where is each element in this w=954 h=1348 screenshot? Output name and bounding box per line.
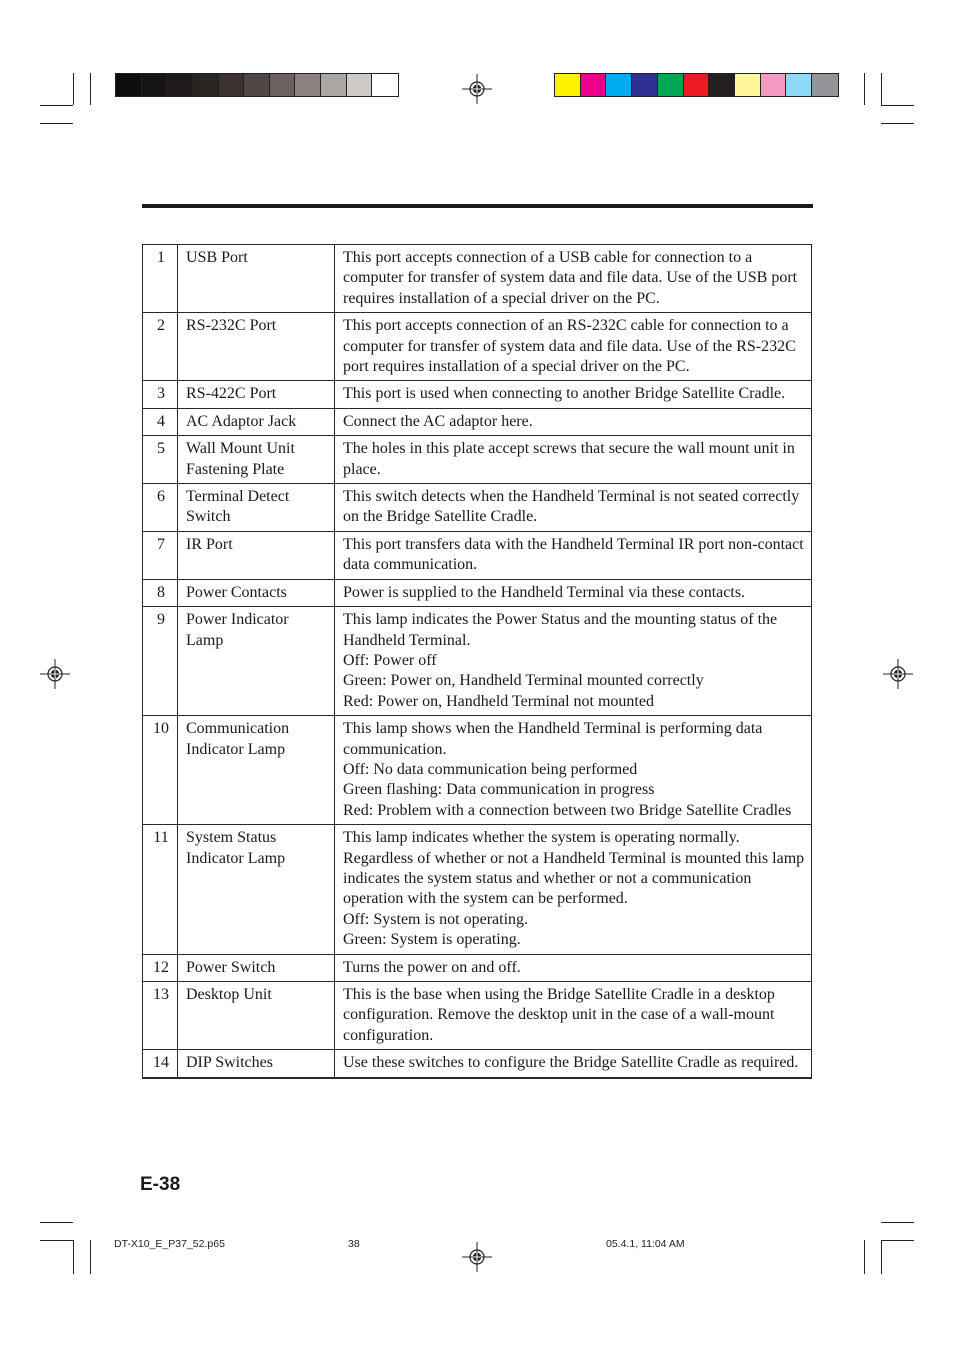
item-number: 11 <box>143 825 178 954</box>
gray-swatch <box>372 74 398 96</box>
item-name <box>178 245 335 313</box>
item-name-line: Terminal Detect <box>186 488 290 506</box>
item-number: 7 <box>143 531 178 579</box>
component-table <box>142 244 812 1079</box>
item-description-line: This port accepts connection of a USB cable for connection to a computer for transfer of system data and file data. Use of the USB port requires installation of a special driver on the PC. <box>343 249 798 307</box>
item-description-line: This lamp indicates the Power Status and the mounting status of the Handheld Terminal. <box>343 611 778 649</box>
gray-swatch <box>295 74 321 96</box>
color-swatch <box>581 74 607 96</box>
item-number: 10 <box>143 716 178 825</box>
color-swatch <box>812 74 838 96</box>
color-swatch <box>735 74 761 96</box>
color-swatch <box>786 74 812 96</box>
item-description <box>335 436 812 484</box>
item-name <box>178 436 335 484</box>
item-number: 14 <box>143 1050 178 1078</box>
item-name-line: Desktop Unit <box>186 986 272 1003</box>
table-row <box>143 579 812 606</box>
item-name-line: IR Port <box>186 535 233 553</box>
item-name <box>178 716 335 825</box>
item-number: 1 <box>143 245 178 313</box>
item-description-line: This port is used when connecting to another Bridge Satellite Cradle. <box>343 385 786 403</box>
item-name <box>178 484 335 532</box>
page-number: E-38 <box>140 1174 181 1195</box>
gray-swatch <box>116 74 142 96</box>
gray-swatch <box>193 74 219 96</box>
item-name-line: Power Indicator <box>186 611 289 629</box>
item-name <box>178 531 335 579</box>
item-number: 9 <box>143 607 178 716</box>
item-name-line: USB Port <box>186 249 248 266</box>
item-number: 5 <box>143 436 178 484</box>
item-description-line: Power is supplied to the Handheld Terminal via these contacts. <box>343 583 746 601</box>
item-name-line: System Status <box>186 829 277 847</box>
item-description-line: Off: Power off <box>343 651 437 669</box>
item-description-line: This switch detects when the Handheld Terminal is not seated correctly on the Bridge Satellite Cradle. <box>343 488 800 526</box>
table-row <box>143 381 812 408</box>
item-description-line: Use these switches to configure the Bridge Satellite Cradle as required. <box>343 1054 799 1072</box>
registration-mark-icon <box>883 659 913 689</box>
gray-swatch <box>321 74 347 96</box>
item-description-line: Connect the AC adaptor here. <box>343 412 533 430</box>
item-name-line: AC Adaptor Jack <box>186 412 297 430</box>
item-name-line: Communication <box>186 720 290 738</box>
table-row <box>143 825 812 954</box>
item-number: 4 <box>143 408 178 435</box>
table-row <box>143 982 812 1050</box>
item-name <box>178 607 335 716</box>
table-row <box>143 484 812 532</box>
item-description <box>335 982 812 1050</box>
footer-filename: DT-X10_E_P37_52.p65 <box>114 1238 225 1250</box>
item-description-line: This lamp indicates whether the system is operating normally. Regardless of whether or not a Handheld Terminal is mounted this lamp indicates the system status and whether or not a communication operation with the system can be performed. <box>343 829 805 908</box>
item-name-line: RS-422C Port <box>186 385 277 403</box>
item-name <box>178 982 335 1050</box>
item-description-line: This port accepts connection of an RS-232C cable for connection to a computer for transfer of system data and file data. Use of the RS-232C port requires installation of a special driver on the PC. <box>343 317 796 376</box>
item-name <box>178 313 335 381</box>
item-name <box>178 954 335 981</box>
item-name-line: Lamp <box>186 631 224 649</box>
item-name-line: Wall Mount Unit <box>186 440 295 458</box>
item-name-line: DIP Switches <box>186 1054 273 1072</box>
item-description-line: Red: Problem with a connection between two Bridge Satellite Cradles <box>343 801 792 819</box>
item-description-line: This is the base when using the Bridge Satellite Cradle in a desktop configuration. Remove the desktop unit in the case of a wall-mount configuration. <box>343 986 775 1044</box>
item-description <box>335 579 812 606</box>
gray-swatch <box>347 74 373 96</box>
item-description-line: This lamp shows when the Handheld Terminal is performing data communication. <box>343 720 763 758</box>
table-row <box>143 313 812 381</box>
registration-mark-icon <box>462 74 492 104</box>
item-description <box>335 1050 812 1078</box>
item-description <box>335 484 812 532</box>
item-name <box>178 1050 335 1078</box>
header-rule <box>142 204 813 208</box>
item-number: 2 <box>143 313 178 381</box>
color-swatch <box>684 74 710 96</box>
item-description <box>335 607 812 716</box>
item-name <box>178 408 335 435</box>
item-number: 8 <box>143 579 178 606</box>
item-description <box>335 408 812 435</box>
grayscale-bar <box>115 73 399 97</box>
color-swatch <box>555 74 581 96</box>
item-description-line: Green flashing: Data communication in progress <box>343 781 655 799</box>
footer-sheet-number: 38 <box>348 1238 360 1250</box>
item-name-line: Power Switch <box>186 958 276 976</box>
item-name <box>178 381 335 408</box>
registration-mark-icon <box>40 659 70 689</box>
table-row <box>143 716 812 825</box>
item-description-line: Off: No data communication being performed <box>343 760 638 778</box>
item-name-line: Indicator Lamp <box>186 740 286 758</box>
item-description-line: Green: System is operating. <box>343 931 521 949</box>
item-name-line: Power Contacts <box>186 583 287 601</box>
table-row <box>143 531 812 579</box>
item-number: 3 <box>143 381 178 408</box>
item-description-line: Turns the power on and off. <box>343 958 521 976</box>
color-swatch <box>658 74 684 96</box>
item-description <box>335 825 812 954</box>
table-row <box>143 245 812 313</box>
footer-timestamp: 05.4.1, 11:04 AM <box>606 1238 685 1250</box>
item-description <box>335 245 812 313</box>
color-swatch <box>606 74 632 96</box>
color-swatch <box>709 74 735 96</box>
item-name <box>178 825 335 954</box>
item-name-line: Switch <box>186 508 231 526</box>
item-description-line: The holes in this plate accept screws that secure the wall mount unit in place. <box>343 440 795 478</box>
item-number: 6 <box>143 484 178 532</box>
gray-swatch <box>244 74 270 96</box>
item-description <box>335 716 812 825</box>
color-swatch <box>632 74 658 96</box>
item-number: 12 <box>143 954 178 981</box>
color-bar <box>554 73 839 97</box>
item-description-line: Green: Power on, Handheld Terminal mounted correctly <box>343 672 704 690</box>
item-description-line: Off: System is not operating. <box>343 910 529 928</box>
table-row <box>143 408 812 435</box>
color-swatch <box>761 74 787 96</box>
table-row <box>143 1050 812 1078</box>
item-name-line: Indicator Lamp <box>186 849 286 867</box>
gray-swatch <box>142 74 168 96</box>
item-description-line: This port transfers data with the Handheld Terminal IR port non-contact data communication. <box>343 535 804 574</box>
table-row <box>143 607 812 716</box>
table-row <box>143 954 812 981</box>
item-name-line: RS-232C Port <box>186 317 277 335</box>
item-description <box>335 313 812 381</box>
gray-swatch <box>219 74 245 96</box>
gray-swatch <box>270 74 296 96</box>
item-number: 13 <box>143 982 178 1050</box>
registration-mark-icon <box>462 1242 492 1272</box>
item-description <box>335 954 812 981</box>
item-name-line: Fastening Plate <box>186 460 285 478</box>
item-description <box>335 381 812 408</box>
item-name <box>178 579 335 606</box>
table-row <box>143 436 812 484</box>
gray-swatch <box>167 74 193 96</box>
item-description-line: Red: Power on, Handheld Terminal not mounted <box>343 692 654 710</box>
item-description <box>335 531 812 579</box>
